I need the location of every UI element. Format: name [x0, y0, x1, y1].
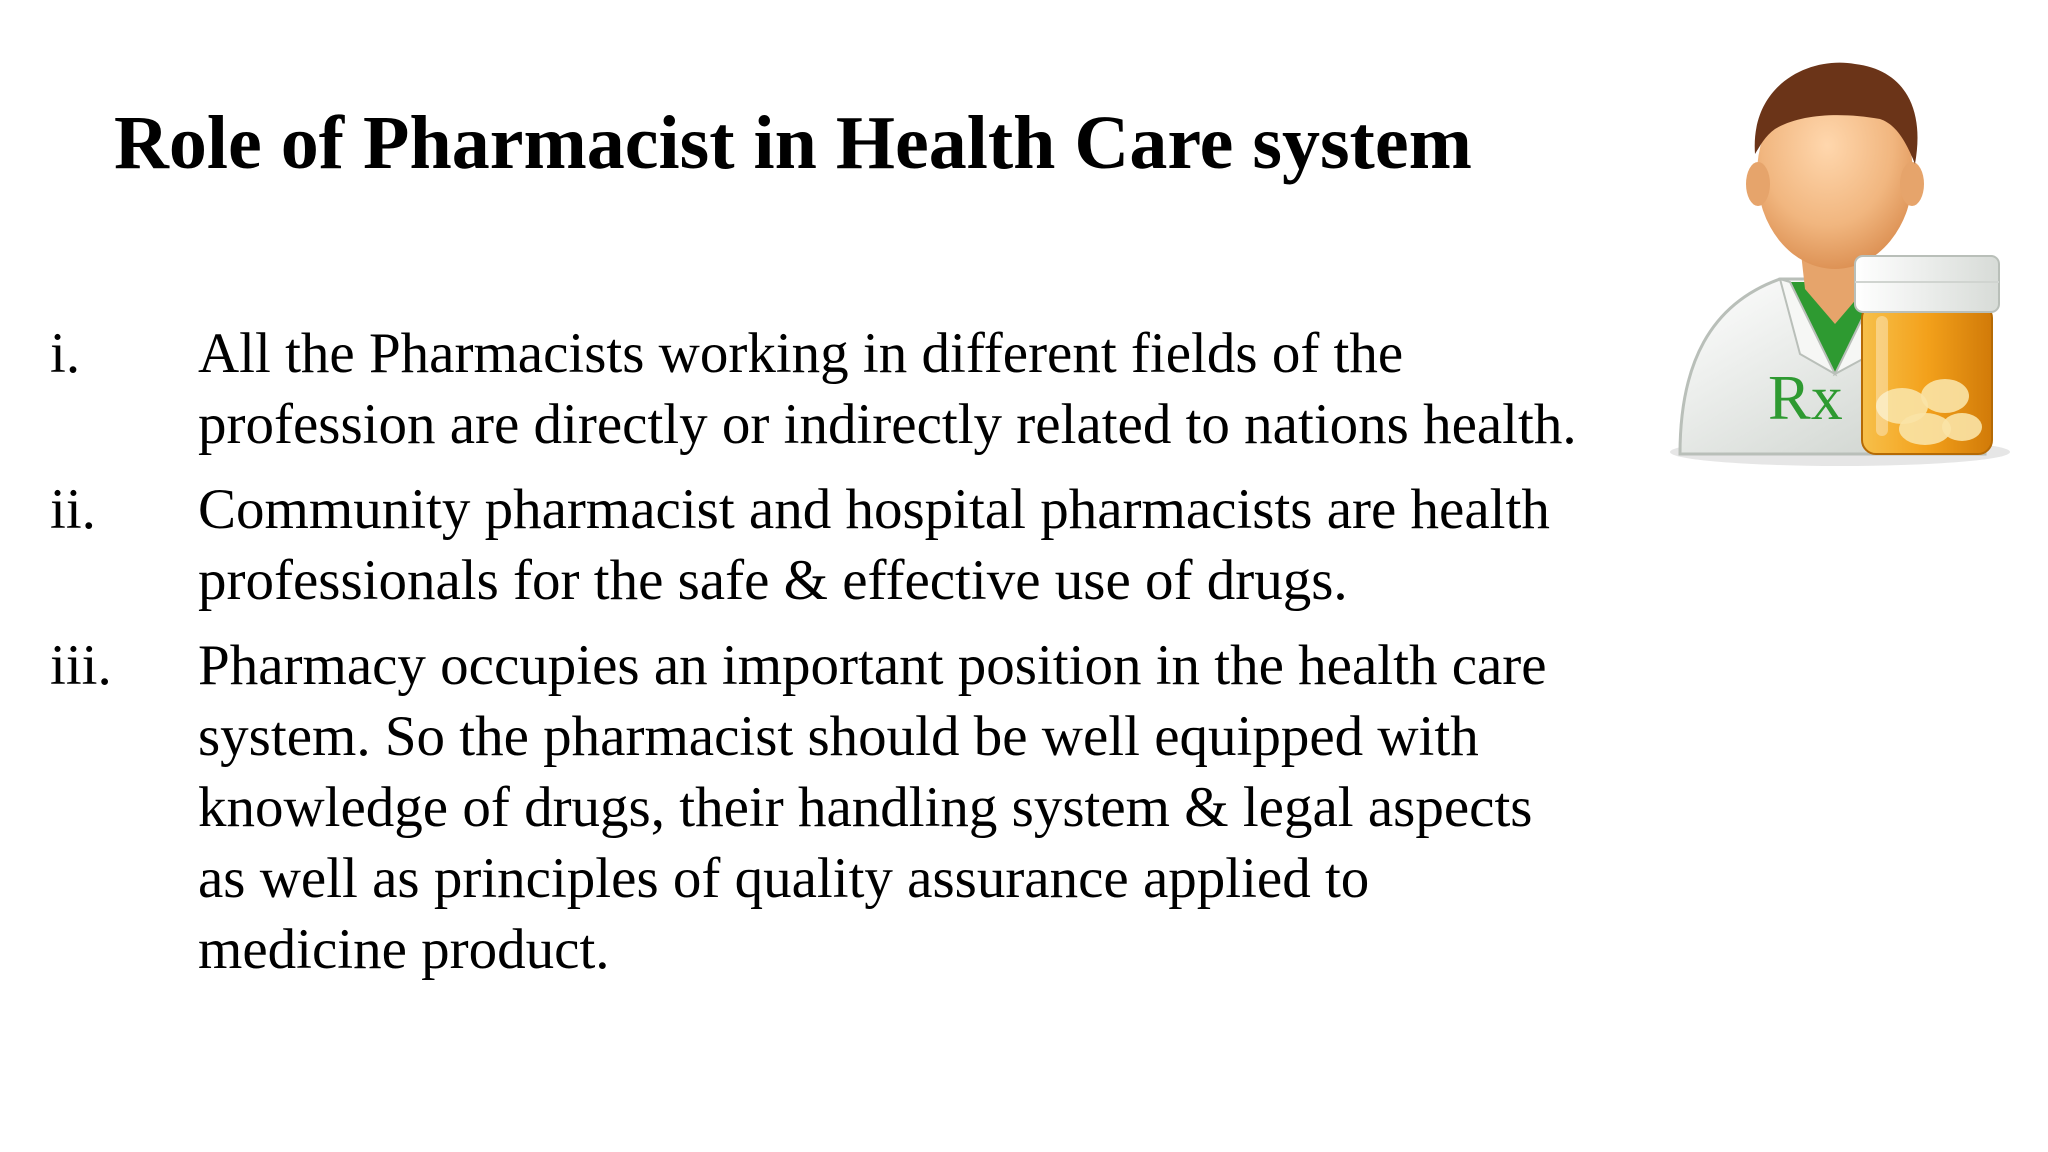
list-item: [50, 474, 1650, 616]
text-line: professionals for the safe & effective use of drugs.: [198, 549, 1348, 612]
list-item-text: [198, 630, 1628, 985]
list-item-text: [198, 474, 1628, 616]
text-line: profession are directly or indirectly related to nations health.: [198, 393, 1577, 456]
pill: [1921, 379, 1969, 413]
ear-right: [1900, 162, 1924, 206]
text-line: Pharmacy occupies an important position in the health care: [198, 634, 1547, 697]
rx-symbol: Rx: [1768, 362, 1843, 433]
text-line: All the Pharmacists working in different fields of the: [198, 322, 1404, 385]
bullet-list: [50, 318, 1650, 999]
list-item-text: [198, 318, 1628, 460]
pharmacist-with-pill-bottle-icon: [1640, 34, 2020, 474]
text-line: Community pharmacist and hospital pharmacists are health: [198, 478, 1550, 541]
pharmacist-illustration: [1640, 34, 2020, 474]
text-line: as well as principles of quality assurance applied to: [198, 847, 1370, 910]
pill: [1942, 413, 1982, 441]
slide-title: Role of Pharmacist in Health Care system: [114, 101, 1472, 185]
text-line: medicine product.: [198, 918, 610, 981]
list-marker: i.: [50, 322, 81, 385]
text-line: knowledge of drugs, their handling system & legal aspects: [198, 776, 1533, 839]
list-item: [50, 318, 1650, 460]
list-marker: ii.: [50, 478, 96, 541]
list-marker: iii.: [50, 634, 112, 697]
text-line: system. So the pharmacist should be well equipped with: [198, 705, 1479, 768]
ear-left: [1746, 162, 1770, 206]
bottle-highlight: [1876, 316, 1888, 436]
bottle-cap: [1855, 256, 1999, 312]
list-item: [50, 630, 1650, 985]
